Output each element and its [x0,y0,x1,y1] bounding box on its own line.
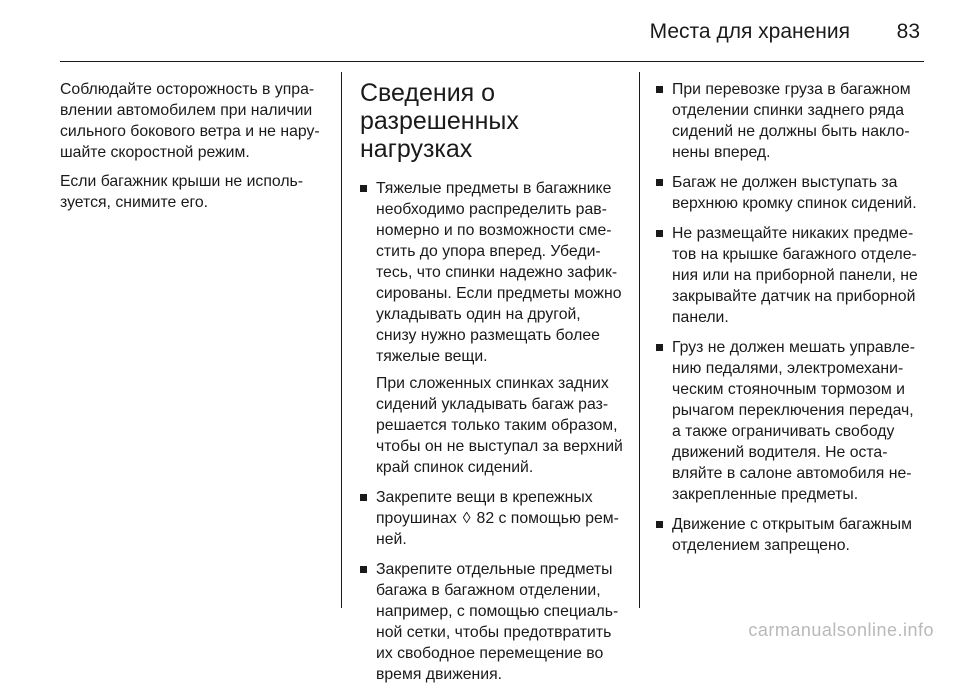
page-number: 83 [896,20,920,43]
bullet-square-icon [656,230,663,237]
list-item-text [376,487,624,550]
list-item [656,223,928,328]
page-header [0,0,960,64]
list-item-note: При сложенных спинках задних сидений укладывать багаж раз- решается только таким образом, чтобы он не выступал за верхний край спинок сидений. [376,375,623,476]
list-item [360,559,624,685]
list-item [656,79,928,163]
list-item [656,514,928,556]
list-item-text: Движение с открытым багажным отделением запрещено. [672,516,913,554]
bullet-square-icon [360,494,367,501]
page-title: Места для хранения [649,20,850,43]
list-item-text: Закрепите отдельные предметы багажа в багажном отделении, например, с помощью специаль- ной сетки, чтобы предотвратить их свободное перемещение во время движения. [376,561,619,683]
list-item [360,178,624,478]
list-item [360,487,624,550]
bullet-list [360,178,624,685]
column-divider [341,72,342,608]
bullet-list [656,79,928,556]
bullet-square-icon [656,521,663,528]
list-item [656,172,928,214]
bullet-square-icon [360,185,367,192]
column-middle [360,79,624,694]
list-item-text: Тяжелые предметы в багажнике необходимо распределить рав- номерно и по возможности сме- стить до упора вперед. Убеди- тесь, что спинки надежно зафик- сированы. Если предметы можно укладывать один на другой, снизу нужно размещать более тяжелые вещи. [376,180,622,365]
bullet-square-icon [360,566,367,573]
bullet-square-icon [656,344,663,351]
list-item-text: Багаж не должен выступать за верхнюю кромку спинок сидений. [672,174,917,212]
watermark: carmanualsonline.info [748,620,934,640]
list-item-text-start: Закрепите вещи в крепежных проушинах [376,489,593,527]
list-item-text-end: 82 с помощью рем- ней. [376,510,619,548]
section-heading: Сведения о разрешенных нагрузках [360,79,519,163]
page-reference-icon: ◊ [462,510,471,527]
list-item-text: Груз не должен мешать управле- нию педалями, электромехани- ческим стояночным тормозом и рычагом переключения передач, а также ограничивать свободу движений водителя. Не оста- вляйте в салоне автомобиля не- закрепленные предметы. [672,339,915,503]
paragraph: Соблюдайте осторожность в упра- влении автомобилем при наличии сильного бокового ветра и не нару- шайте скоростной режим. [60,81,320,161]
bullet-square-icon [656,179,663,186]
paragraph: Если багажник крыши не исполь- зуется, снимите его. [60,173,304,211]
list-item [656,337,928,505]
list-item-text: При перевозке груза в багажном отделении спинки заднего ряда сидений не должны быть накло- нены вперед. [672,81,911,161]
bullet-square-icon [656,86,663,93]
column-divider [639,72,640,608]
column-left [60,79,332,221]
list-item-text: Не размещайте никаких предме- тов на крышке багажного отделе- ния или на приборной панели, не закрывайте датчик на приборной панели. [672,225,918,326]
column-right [656,79,928,565]
header-rule [60,61,924,62]
